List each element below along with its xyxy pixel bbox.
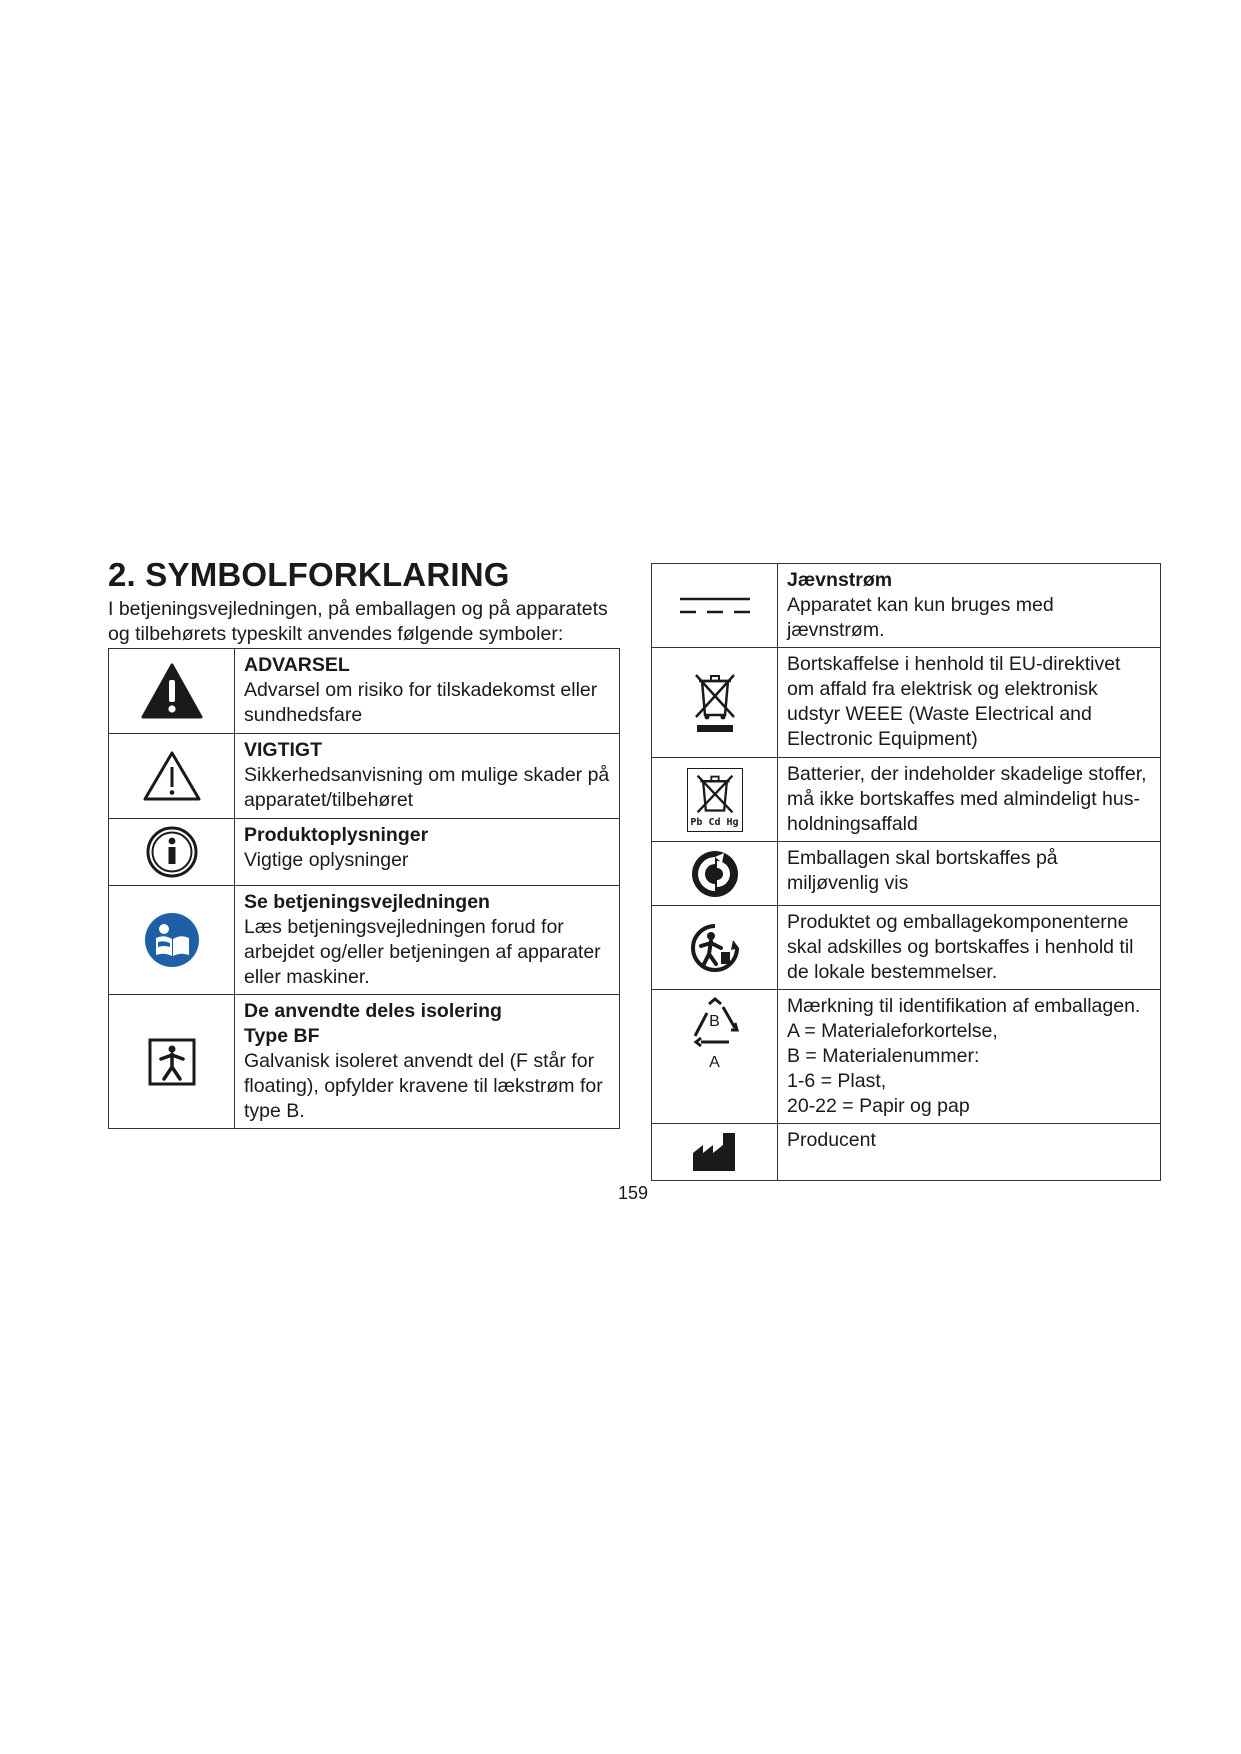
- row-text-line: 20-22 = Papir og pap: [787, 1095, 970, 1117]
- description-cell: [235, 649, 620, 734]
- battery-bin-icon: [687, 768, 743, 832]
- warning-outline-icon: [142, 750, 202, 802]
- description-cell: [778, 648, 1161, 758]
- info-icon: [145, 825, 199, 879]
- description-cell: [778, 842, 1161, 906]
- row-text-line: B = Materialenummer:: [787, 1045, 980, 1067]
- row-text: Produktet og emballagekomponenterne skal adskilles og bortskaffes i henhold til de lokale bestemmelser.: [787, 911, 1134, 983]
- row-text: Producent: [787, 1129, 876, 1151]
- recycling-code-icon: [685, 996, 745, 1072]
- table-row: [652, 990, 1161, 1124]
- row-text: Bortskaffelse i henhold til EU-direktivet om affald fra elektrisk og elektronisk udstyr WEEE (Waste Electrical and Electronic Equipment): [787, 653, 1121, 750]
- row-text-line: 1-6 = Plast,: [787, 1070, 887, 1092]
- row-text: Advarsel om risiko for tilskadekomst eller sundhedsfare: [244, 679, 598, 726]
- row-subheading: Type BF: [244, 1025, 320, 1047]
- row-text: Vigtige oplysninger: [244, 849, 409, 871]
- icon-cell: [652, 990, 778, 1124]
- table-row: [652, 1124, 1161, 1181]
- row-heading: VIGTIGT: [244, 739, 322, 761]
- recycling-code-b-label: B: [709, 1013, 720, 1030]
- row-heading: Produktoplysninger: [244, 824, 429, 846]
- row-text: Apparatet kan kun bruges med jævnstrøm.: [787, 594, 1054, 641]
- table-row: [652, 564, 1161, 648]
- symbol-table-left: [108, 648, 620, 1129]
- page-number: 159: [617, 1183, 649, 1203]
- direct-current-icon: [678, 594, 752, 618]
- description-cell: [778, 906, 1161, 990]
- row-heading: De anvendte deles isolering: [244, 1000, 502, 1022]
- icon-cell: [109, 995, 235, 1129]
- description-cell: [235, 886, 620, 995]
- table-row: [109, 819, 620, 886]
- tidyman-icon: [689, 922, 741, 974]
- description-cell: [778, 758, 1161, 842]
- manufacturer-icon: [691, 1131, 739, 1173]
- green-dot-icon: [690, 849, 740, 899]
- type-bf-icon: [147, 1037, 197, 1087]
- row-text-line: A = Materialeforkortelse,: [787, 1020, 998, 1042]
- table-row: [652, 758, 1161, 842]
- table-row: [652, 842, 1161, 906]
- battery-bin-label: Pb Cd Hg: [690, 816, 739, 828]
- table-row: [109, 734, 620, 819]
- icon-cell: [109, 649, 235, 734]
- warning-filled-icon: [141, 663, 203, 719]
- row-text: Batterier, der indeholder skadelige stoffer, må ikke bortskaffes med almindeligt hus-holdningsaffald: [787, 763, 1147, 835]
- intro-text: I betjeningsvejledningen, på emballagen og på apparatets og tilbehørets typeskilt anvendes følgende symboler:: [108, 598, 608, 645]
- row-text: Emballagen skal bortskaffes på miljøvenlig vis: [787, 847, 1058, 894]
- row-text: Sikkerhedsanvisning om mulige skader på apparatet/tilbehøret: [244, 764, 610, 811]
- description-cell: [778, 1124, 1161, 1181]
- row-text: Læs betjeningsvejledningen forud for arbejdet og/eller betjeningen af apparater eller maskiner.: [244, 916, 601, 988]
- icon-cell: [109, 734, 235, 819]
- table-row: [109, 995, 620, 1129]
- table-row: [652, 648, 1161, 758]
- symbol-table-right: [651, 563, 1161, 1181]
- weee-bin-icon: [692, 671, 738, 735]
- icon-cell: [652, 1124, 778, 1181]
- description-cell: [778, 990, 1161, 1124]
- description-cell: [235, 819, 620, 886]
- table-row: [109, 649, 620, 734]
- read-manual-icon: [144, 912, 200, 968]
- icon-cell: [652, 648, 778, 758]
- row-heading: Se betjeningsvejledningen: [244, 891, 490, 913]
- row-text-line: Mærkning til identifikation af emballagen.: [787, 995, 1141, 1017]
- row-heading: ADVARSEL: [244, 654, 350, 676]
- table-row: [109, 886, 620, 995]
- table-row: [652, 906, 1161, 990]
- icon-cell: [652, 906, 778, 990]
- recycling-code-a-label: A: [709, 1054, 720, 1071]
- row-text: Galvanisk isoleret anvendt del (F står for floating), opfylder kravene til lækstrøm for type B.: [244, 1050, 603, 1122]
- icon-cell: [109, 886, 235, 995]
- icon-cell: [652, 842, 778, 906]
- icon-cell: [652, 564, 778, 648]
- icon-cell: [652, 758, 778, 842]
- row-heading: Jævnstrøm: [787, 569, 893, 591]
- description-cell: [235, 995, 620, 1129]
- page-title: 2. SYMBOLFORKLARING: [108, 556, 510, 593]
- description-cell: [235, 734, 620, 819]
- description-cell: [778, 564, 1161, 648]
- icon-cell: [109, 819, 235, 886]
